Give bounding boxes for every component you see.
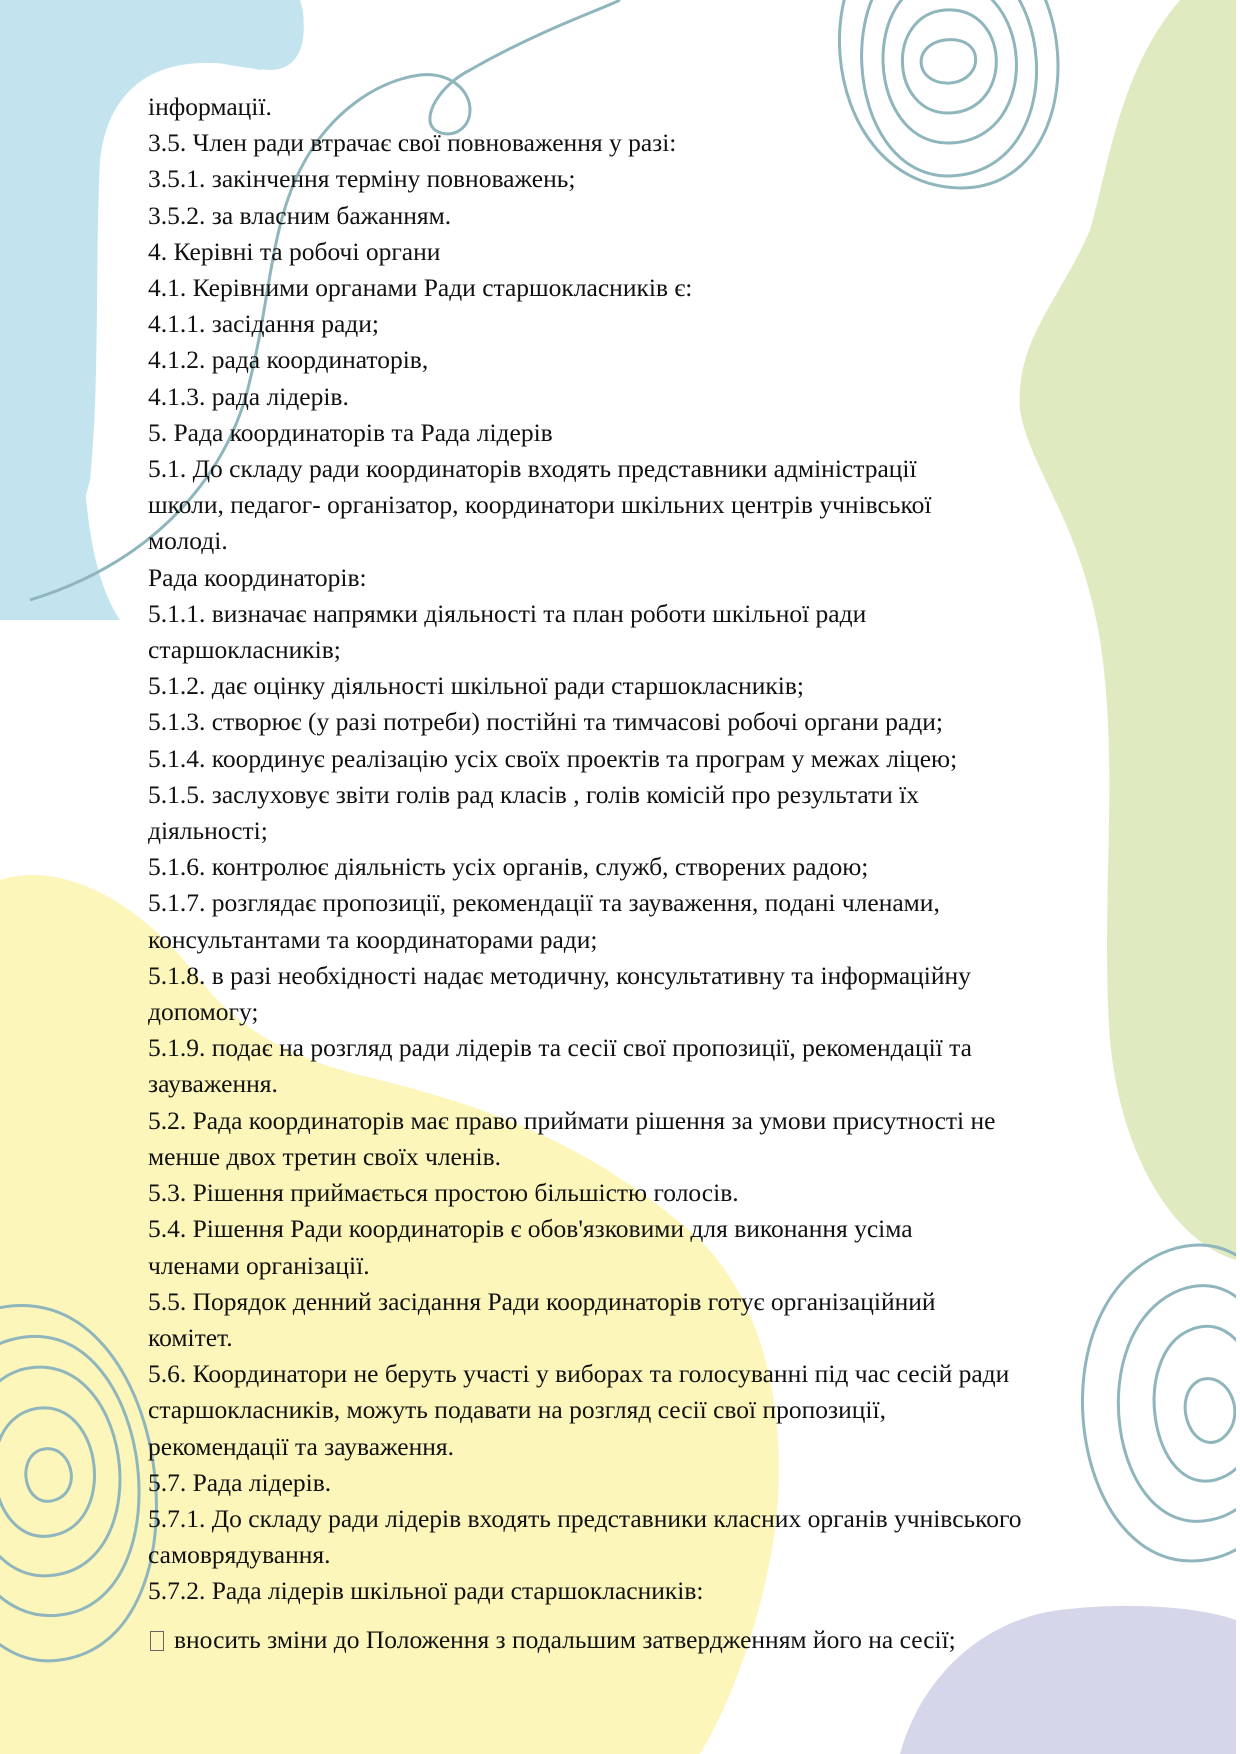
text-line: менше двох третин своїх членів. — [148, 1141, 502, 1171]
text-line: старшокласників, можуть подавати на розгляд сесії свої пропозиції, — [148, 1395, 886, 1425]
text-line: 5.3. Рішення приймається простою більшістю голосів. — [148, 1178, 739, 1208]
bullet-list-item — [148, 1622, 1148, 1658]
missing-glyph-box-icon — [150, 1631, 164, 1651]
text-line: 5.1.9. подає на розгляд ради лідерів та сесії свої пропозиції, рекомендації та — [148, 1033, 972, 1063]
text-line: 5.1.4. координує реалізацію усіх своїх проектів та програм у межах ліцею; — [148, 743, 958, 773]
text-line: 5.1.5. заслуховує звіти голів рад класів , голів комісій про результати їх — [148, 779, 919, 809]
text-line: 3.5. Член ради втрачає свої повноваження у разі: — [148, 128, 677, 158]
text-line: 5.1.7. розглядає пропозиції, рекомендації та зауваження, подані членами, — [148, 888, 940, 918]
text-line: 5.1.2. дає оцінку діяльності шкільної ради старшокласників; — [148, 671, 804, 701]
section-heading: 5. Рада координаторів та Рада лідерів — [148, 417, 553, 447]
text-line: консультантами та координаторами ради; — [148, 924, 598, 954]
text-line: 4.1.3. рада лідерів. — [148, 381, 349, 411]
text-line: діяльності; — [148, 816, 268, 846]
text-line: молоді. — [148, 526, 228, 556]
text-line: Рада координаторів: — [148, 562, 367, 592]
document-body — [148, 89, 1148, 1658]
text-line: допомогу; — [148, 997, 259, 1027]
text-line: зауваження. — [148, 1069, 278, 1099]
text-line: 5.2. Рада координаторів має право приймати рішення за умови присутності не — [148, 1105, 996, 1135]
text-line: інформації. — [148, 92, 272, 121]
section-heading: 4. Керівні та робочі органи — [148, 236, 441, 266]
text-line: 5.5. Порядок денний засідання Ради координаторів готує організаційний — [148, 1286, 936, 1316]
bullet-text: вносить зміни до Положення з подальшим затвердженням його на сесії; — [174, 1624, 956, 1654]
text-line: 5.1.1. визначає напрямки діяльності та план роботи шкільної ради — [148, 598, 867, 628]
text-line: 5.1.8. в разі необхідності надає методичну, консультативну та інформаційну — [148, 960, 971, 990]
text-line: 5.4. Рішення Ради координаторів є обов'язковими для виконання усіма — [148, 1214, 913, 1244]
text-line: 3.5.2. за власним бажанням. — [148, 200, 452, 230]
text-line: комітет. — [148, 1322, 233, 1352]
text-line: 5.7.2. Рада лідерів шкільної ради старшокласників: — [148, 1576, 704, 1606]
text-line: самоврядування. — [148, 1540, 331, 1570]
text-line: 5.6. Координатори не беруть участі у виборах та голосуванні під час сесій ради — [148, 1359, 1010, 1389]
text-line: 5.1. До складу ради координаторів входять представники адміністрації — [148, 454, 917, 484]
text-line: 5.7.1. До складу ради лідерів входять представники класних органів учнівського — [148, 1503, 1022, 1533]
text-line: 5.1.3. створює (у разі потреби) постійні та тимчасові робочі органи ради; — [148, 707, 943, 737]
text-line: рекомендації та зауваження. — [148, 1431, 455, 1461]
text-line: старшокласників; — [148, 635, 341, 665]
text-line: 5.1.6. контролює діяльність усіх органів, служб, створених радою; — [148, 852, 869, 882]
text-line: 3.5.1. закінчення терміну повноважень; — [148, 164, 576, 194]
text-line: 4.1. Керівними органами Ради старшокласників є: — [148, 273, 693, 303]
text-line: 5.7. Рада лідерів. — [148, 1467, 332, 1497]
text-line: 4.1.1. засідання ради; — [148, 309, 380, 339]
text-line: школи, педагог- організатор, координатори шкільних центрів учнівської — [148, 490, 932, 520]
text-line: членами організації. — [148, 1250, 370, 1280]
text-line: 4.1.2. рада координаторів, — [148, 345, 429, 375]
